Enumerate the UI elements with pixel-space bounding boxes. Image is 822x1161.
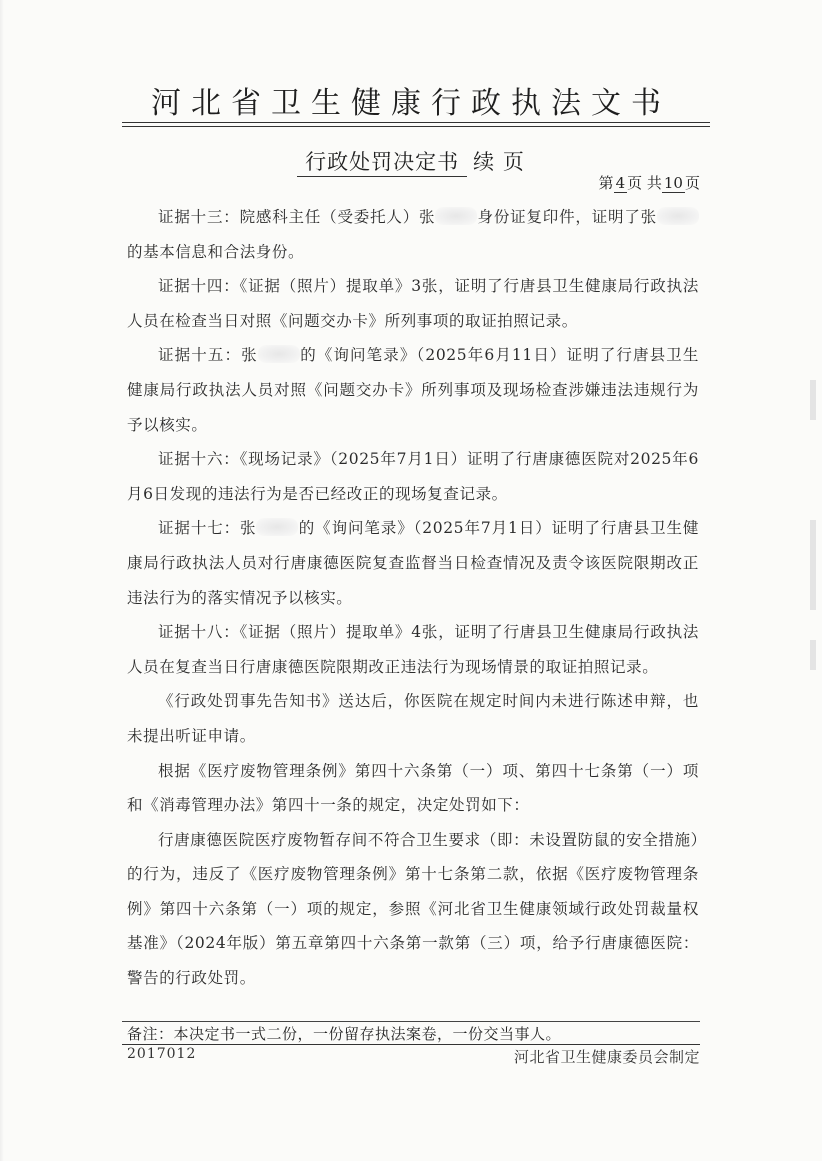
continuation-label: 续 页 [473, 150, 525, 174]
document-name: 行政处罚决定书 [297, 150, 467, 177]
redacted-name [435, 207, 477, 225]
page-counter [599, 172, 700, 193]
evidence-18: 证据十八：《证据（照片）提取单》4张，证明了行唐县卫生健康局行政执法人员在复查当日行唐康德医院限期改正违法行为现场情景的取证拍照记录。 [127, 623, 699, 676]
evidence-17 [127, 511, 699, 615]
redacted-name [256, 518, 298, 536]
note-rule-top [122, 1021, 700, 1022]
scan-edge-mark [810, 640, 816, 670]
notice-delivery-paragraph: 《行政处罚事先告知书》送达后，你医院在规定时间内未进行陈述申辩，也未提出听证申请。 [127, 692, 699, 745]
form-code: 2017012 [127, 1046, 197, 1062]
evidence-15-text-a: 证据十五：张 [158, 346, 258, 365]
redacted-name [657, 207, 699, 225]
evidence-13 [127, 200, 699, 269]
evidence-13-text-a: 证据十三：院感科主任（受委托人）张 [158, 208, 436, 226]
evidence-14: 证据十四：《证据（照片）提取单》3张，证明了行唐县卫生健康局行政执法人员在检查当日对照《问题交办卡》所列事项的取证拍照记录。 [127, 277, 699, 330]
penalty-decision-paragraph: 行唐康德医院医疗废物暂存间不符合卫生要求（即：未设置防鼠的安全措施）的行为，违反了《医疗废物管理条例》第十七条第二款，依据《医疗废物管理条例》第四十六条第（一）项的规定，参照《河北省卫生健康领域行政处罚裁量权基准》（2024年版）第五章第四十六条第一款第（三）项，给予行唐康德医院：警告的行政处罚。 [127, 830, 699, 988]
evidence-17-text-a: 证据十七：张 [158, 519, 257, 538]
footer-note: 备注：本决定书一式二份，一份留存执法案卷，一份交当事人。 [127, 1025, 562, 1043]
page-suffix: 页 [684, 174, 700, 192]
main-title: 河北省卫生健康行政执法文书 [151, 86, 671, 121]
document-body [127, 200, 699, 996]
page-prefix: 第 [598, 174, 614, 192]
scan-edge-mark [810, 520, 816, 610]
page-mid: 页 共 [627, 174, 662, 192]
form-maker: 河北省卫生健康委员会制定 [513, 1048, 700, 1066]
scan-edge-mark [810, 380, 816, 420]
title-rule-bottom [122, 126, 710, 127]
page-total: 10 [663, 174, 683, 192]
title-rule-top [122, 122, 710, 123]
evidence-15 [127, 338, 699, 442]
redacted-name [258, 345, 300, 363]
evidence-15-text-b: 的《询问笔录》（2025年6月11日）证明了行唐县卫生健康局行政执法人员对照《问题交办卡》所列事项及现场检查涉嫌违法违规行为予以核实。 [127, 346, 699, 434]
note-rule-bottom [122, 1044, 700, 1045]
legal-basis-paragraph: 根据《医疗废物管理条例》第四十六条第（一）项、第四十七条第（一）项和《消毒管理办法》第四十一条的规定，决定处罚如下： [127, 761, 699, 815]
evidence-17-text-b: 的《询问笔录》（2025年7月1日）证明了行唐县卫生健康局行政执法人员对行唐康德医院复查监督当日检查情况及责令该医院限期改正违法行为的落实情况予以核实。 [127, 519, 700, 607]
evidence-13-text-b: 身份证复印件，证明了张 [477, 208, 657, 226]
evidence-13-text-c: 的基本信息和合法身份。 [127, 242, 305, 261]
page-current: 4 [615, 174, 626, 192]
evidence-16: 证据十六：《现场记录》（2025年7月1日）证明了行唐康德医院对2025年6月6日发现的违法行为是否已经改正的现场复查记录。 [127, 450, 699, 503]
